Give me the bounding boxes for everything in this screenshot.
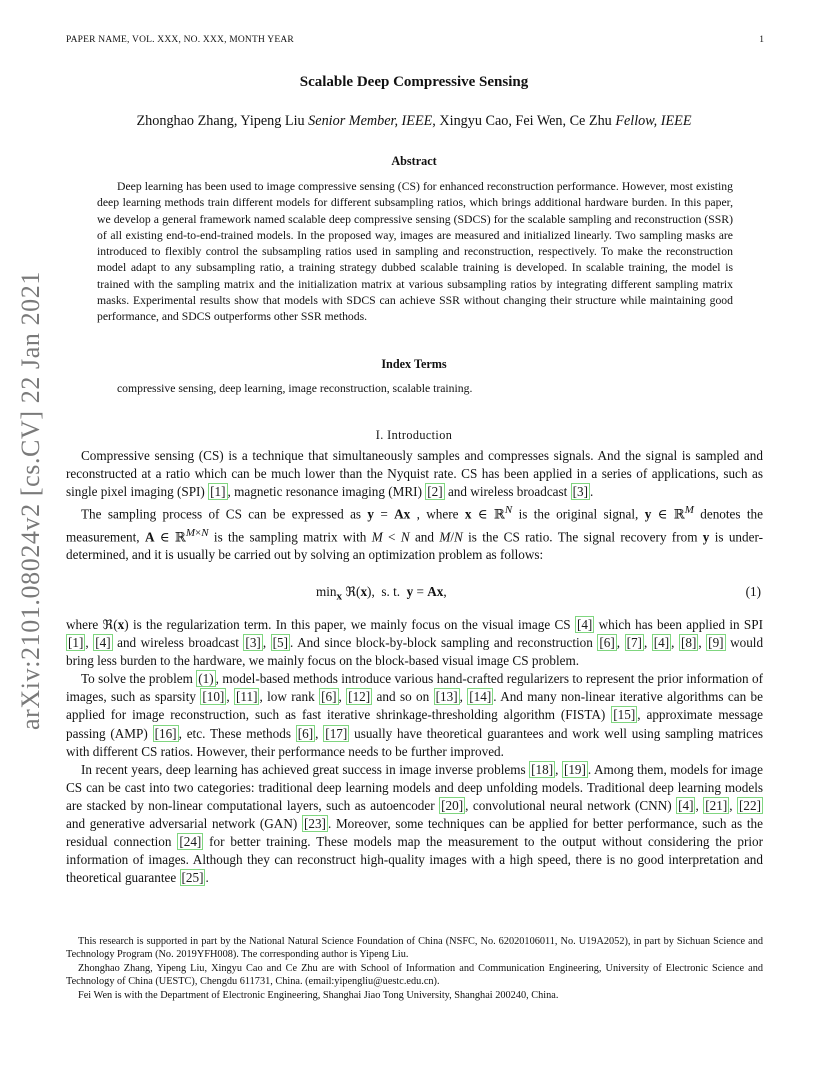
arxiv-stamp: arXiv:2101.08024v2 [cs.CV] 22 Jan 2021 <box>16 271 45 730</box>
abstract-text: Deep learning has been used to image compressive sensing (CS) for enhanced reconstruction performance. However, most existing deep learning methods train different models for different subsampling ratios, which brings additional hardware burden. In this paper, we develop a general framework named scalable deep compressive sensing (SDCS) for the scalable sampling and reconstruction (SSR) of all existing end-to-end-trained models. In the proposed way, images are measured and initialized linearly. Two sampling masks are introduced to flexibly control the subsampling ratios used in sampling and reconstruction, respectively. To make the reconstruction model adapt to any subsampling ratio, a training strategy dubbed scalable training is developed. In scalable training, the model is trained with the sampling matrix and the initialization matrix at various subsampling ratios by integrating different sampling matrix masks. Experimental results show that models with SDCS can achieve SSR without changing their structure while maintaining good performance, and SDCS outperforms other SSR methods. <box>97 180 733 324</box>
footnotes <box>66 935 763 1002</box>
body-text-bottom <box>66 616 763 887</box>
citation-link[interactable]: [6] <box>297 725 314 741</box>
body-text-top <box>66 447 763 564</box>
citation-link[interactable]: [16] <box>154 725 177 741</box>
citation-link[interactable]: [21] <box>705 797 728 813</box>
page-number: 1 <box>759 35 764 45</box>
author-role: Fellow, IEEE <box>615 113 692 129</box>
equation-number: (1) <box>745 584 761 599</box>
citation-link[interactable]: [12] <box>348 689 371 705</box>
citation-link[interactable]: [20] <box>441 797 464 813</box>
citation-link[interactable]: [1] <box>210 484 226 500</box>
footnote: Zhonghao Zhang, Yipeng Liu, Xingyu Cao and Ce Zhu are with School of Information and Communication Engineering, University of Electronic Science and Technology of China (UESTC), Chengdu 611731, China. (email:yipengliu@uestc.edu.cn). <box>66 962 763 988</box>
paper-title: Scalable Deep Compressive Sensing <box>299 74 529 90</box>
citation-link[interactable]: [9] <box>708 635 724 651</box>
equation-1 <box>66 584 763 606</box>
citation-link[interactable]: [19] <box>563 761 586 777</box>
equation-body: $\min_x$ ℜ(x), s. t. y = Ax, <box>316 584 447 603</box>
paragraph: The sampling process of CS can be expressed as y = Ax , where x ∈ ℝ$^N$ is the original signal, y ∈ ℝ$^M$ denotes the measurement, A ∈ ℝ$^{M\times N}$ is the sampling matrix with M < N and M/N is the CS ratio. The signal recovery from y is under-determined, and it is usually be carried out by solving an optimization problem as follows: <box>66 504 764 563</box>
citation-link[interactable]: [4] <box>95 635 111 651</box>
citation-link[interactable]: [24] <box>179 834 202 850</box>
section-number: I. <box>375 428 384 442</box>
abstract-heading: Abstract <box>391 154 437 168</box>
citation-link[interactable]: [11] <box>235 689 258 705</box>
running-header: PAPER NAME, VOL. XXX, NO. XXX, MONTH YEAR <box>66 35 294 45</box>
equation-link[interactable]: (1) <box>198 671 214 687</box>
author-names: , Xingyu Cao, Fei Wen, Ce Zhu <box>432 113 612 129</box>
citation-link[interactable]: [4] <box>678 797 694 813</box>
citation-link[interactable]: [17] <box>325 725 348 741</box>
citation-link[interactable]: [3] <box>245 635 261 651</box>
citation-link[interactable]: [6] <box>599 635 615 651</box>
citation-link[interactable]: [22] <box>739 797 762 813</box>
paragraph: To solve the problem (1) , model-based methods introduce various hand-crafted regularizers to represent the prior information of images, such as sparsity [10] , [11] , low rank [6] , [12] and so on [13] , [14] . And many non-linear iterative algorithms can be applied for image reconstruction, such as fast iterative shrinkage-thresholding algorithm (FISTA) [15] , approximate message passing (AMP) [16] , etc. These methods [6] , [17] usually have theoretical guarantees and work well using sampling matrices with different CS ratios. However, their performance needs to be further improved. <box>66 671 764 759</box>
author-names: Zhonghao Zhang, Yipeng Liu <box>136 113 305 129</box>
index-terms-heading: Index Terms <box>381 357 447 371</box>
citation-link[interactable]: [2] <box>427 484 443 500</box>
citation-link[interactable]: [14] <box>469 689 492 705</box>
paragraph: where ℜ(x) is the regularization term. In this paper, we mainly focus on the visual image CS [4] which has been applied in SPI [1] , [4] and wireless broadcast [3] , [5] . And since block-by-block sampling and reconstruction [6] , [7] , [4] , [8] , [9] would bring less burden to the hardware, we mainly focus on the block-based visual image CS problem. <box>66 617 764 669</box>
author-role: Senior Member, IEEE <box>308 113 433 129</box>
citation-link[interactable]: [1] <box>68 635 84 651</box>
author-list <box>0 113 828 130</box>
citation-link[interactable]: [8] <box>680 635 697 651</box>
index-terms-text: compressive sensing, deep learning, image reconstruction, scalable training. <box>117 382 473 395</box>
citation-link[interactable]: [25] <box>181 870 204 886</box>
citation-link[interactable]: [18] <box>531 761 554 777</box>
footnote: Fei Wen is with the Department of Electronic Engineering, Shanghai Jiao Tong University, Shanghai 200240, China. <box>78 989 559 1001</box>
citation-link[interactable]: [10] <box>202 689 225 705</box>
citation-link[interactable]: [4] <box>576 617 593 632</box>
citation-link[interactable]: [4] <box>653 635 670 651</box>
section-title: Introduction <box>387 428 453 442</box>
citation-link[interactable]: [5] <box>272 635 289 651</box>
citation-link[interactable]: [7] <box>626 635 642 651</box>
citation-link[interactable]: [13] <box>435 689 458 705</box>
citation-link[interactable]: [3] <box>572 484 589 500</box>
footnote: This research is supported in part by the National Natural Science Foundation of China (NSFC, No. 62020106011, No. U19A2052), in part by Sichuan Science and Technology Program (No. 2019YFH008). The corresponding author is Yipeng Liu. <box>66 936 763 961</box>
citation-link[interactable]: [15] <box>613 707 636 723</box>
paragraph: In recent years, deep learning has achieved great success in image inverse problems [18] , [19] . Among them, models for image CS can be cast into two categories: traditional deep learning models and deep unfolding models. Traditional deep learning models are stacked by non-linear computational layers, such as autoencoder [20] , convolutional neural network (CNN) [4] , [21] , [22] and generative adversarial network (GAN) [23] . Moreover, some techniques can be applied for better performance, such as the residual connection [24] for better training. These models map the measurement to the output without considering the prior information of images. Although they can reconstruct high-quality images with a high speed, there is no good interpretation and theoretical guarantee [25] . <box>66 761 763 886</box>
paragraph: Compressive sensing (CS) is a technique that simultaneously samples and compresses signals. And the signal is sampled and reconstructed at a ratio which can be much lower than the Nyquist rate. CS has been applied in a series of applications, such as single pixel imaging (SPI) [1] , magnetic resonance imaging (MRI) [2] and wireless broadcast [3] . <box>66 448 763 500</box>
citation-link[interactable]: [23] <box>303 816 326 832</box>
citation-link[interactable]: [6] <box>321 689 337 705</box>
section-heading <box>0 428 828 443</box>
